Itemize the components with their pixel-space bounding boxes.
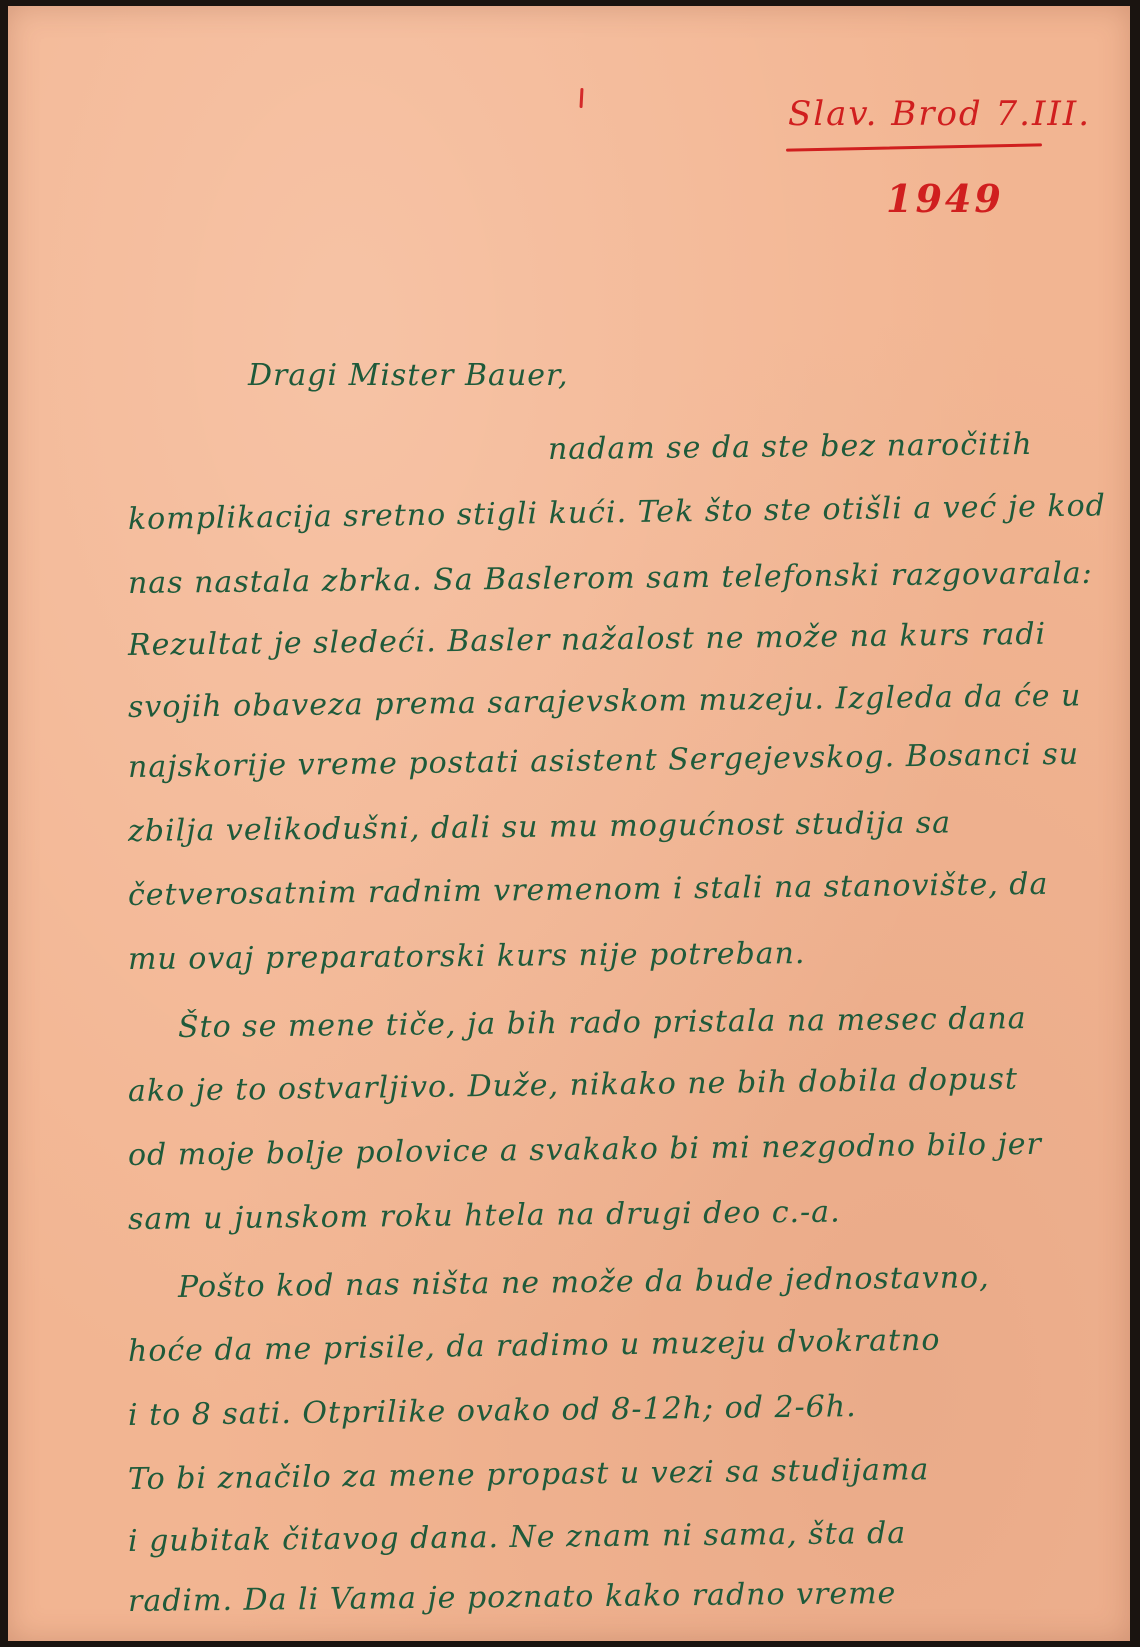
letter-line: sam u junskom roku htela na drugi deo c.-a.	[127, 1194, 841, 1237]
letter-line: To bi značilo za mene propast u vezi sa studijama	[127, 1452, 930, 1497]
salutation: Dragi Mister Bauer,	[248, 358, 569, 393]
letter-line: zbilja velikodušni, dali su mu mogućnost studija sa	[127, 805, 952, 849]
letter-line: Rezultat je sledeći. Basler nažalost ne može na kurs radi	[127, 616, 1047, 663]
letter-sheet	[8, 6, 1130, 1641]
letter-line: od moje bolje polovice a svakako bi mi nezgodno bilo jer	[127, 1126, 1043, 1173]
letter-line: svojih obaveza prema sarajevskom muzeju. Izgleda da će u	[127, 678, 1082, 725]
year: 1949	[886, 176, 1004, 221]
letter-line: nadam se da ste bez naročitih	[547, 426, 1033, 467]
letter-line: hoće da me prisile, da radimo u muzeju dvokratno	[127, 1322, 941, 1369]
letter-line: četverosatnim radnim vremenom i stali na stanovište, da	[127, 866, 1049, 913]
red-tick-mark	[579, 88, 583, 108]
letter-line: radim. Da li Vama je poznato kako radno vreme	[127, 1575, 897, 1619]
letter-line: komplikacija sretno stigli kući. Tek što ste otišli a već je kod	[127, 488, 1107, 537]
letter-line: i gubitak čitavog dana. Ne znam ni sama, šta da	[127, 1515, 907, 1559]
letter-line: Pošto kod nas ništa ne može da bude jednostavno,	[177, 1260, 990, 1305]
letter-line: najskorije vreme postati asistent Sergejevskog. Bosanci su	[127, 736, 1080, 785]
letter-line: i to 8 sati. Otprilike ovako od 8-12h; od 2-6h.	[127, 1389, 857, 1433]
letter-line: nas nastala zbrka. Sa Baslerom sam telefonski razgovarala:	[127, 555, 1093, 601]
letter-line: ako je to ostvarljivo. Duže, nikako ne bih dobila dopust	[127, 1061, 1019, 1109]
date-underline	[786, 143, 1042, 151]
place-date: Slav. Brod 7.III.	[788, 94, 1092, 134]
letter-line: Što se mene tiče, ja bih rado pristala na mesec dana	[177, 1001, 1027, 1045]
letter-line: mu ovaj preparatorski kurs nije potreban.	[127, 936, 806, 977]
